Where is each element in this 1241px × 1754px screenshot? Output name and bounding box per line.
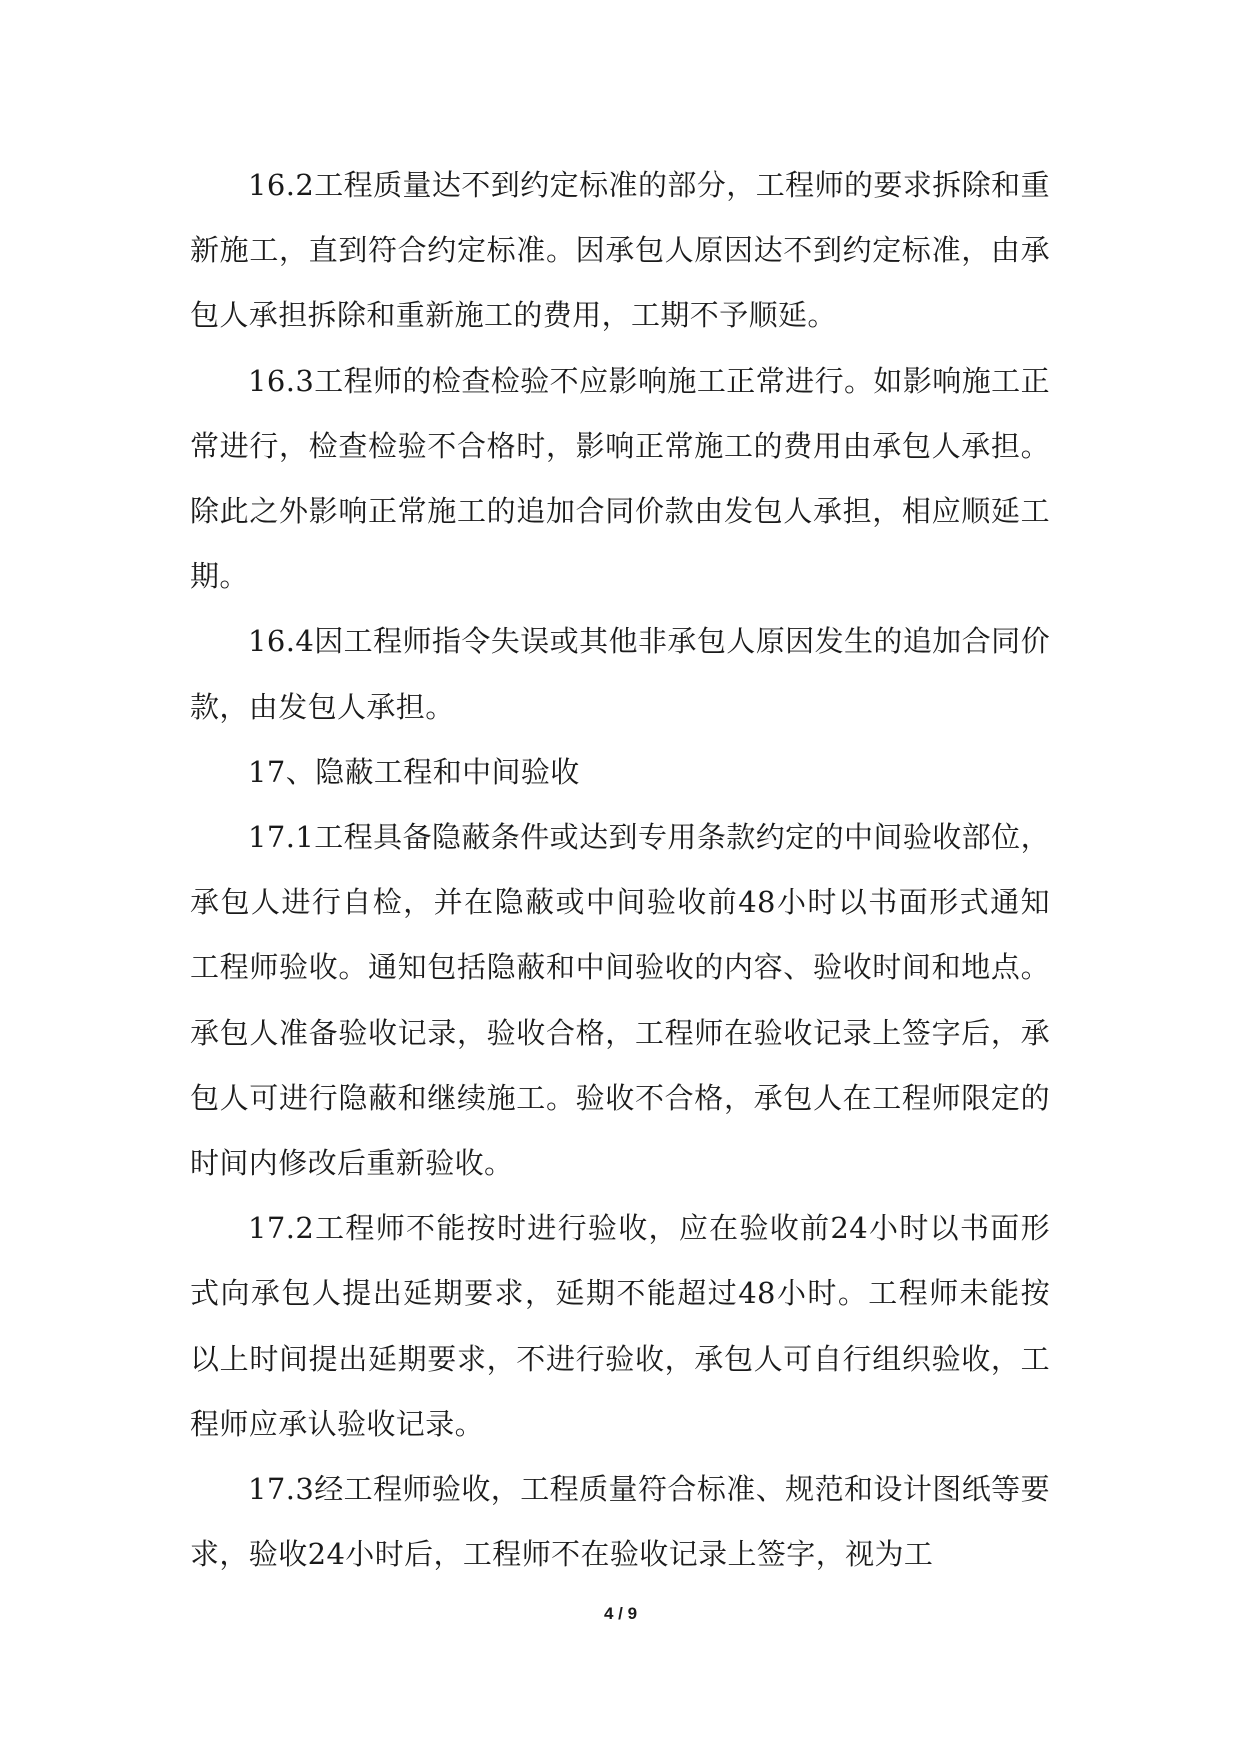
section-heading-17: 17、隐蔽工程和中间验收 [248,754,580,789]
paragraph-16-4: 16.4因工程师指令失误或其他非承包人原因发生的追加合同价款，由发包人承担。 [190,624,1050,724]
paragraph-16-3: 16.3工程师的检查检验不应影响施工正常进行。如影响施工正常进行，检查检验不合格时，影响正常施工的费用由承包人承担。除此之外影响正常施工的追加合同价款由发包人承担，相应顺延工期。 [190,363,1050,594]
paragraph-17-1: 17.1工程具备隐蔽条件或达到专用条款约定的中间验收部位，承包人进行自检，并在隐蔽或中间验收前48小时以书面形式通知工程师验收。通知包括隐蔽和中间验收的内容、验收时间和地点。承包人准备验收记录，验收合格，工程师在验收记录上签字后，承包人可进行隐蔽和继续施工。验收不合格，承包人在工程师限定的时间内修改后重新验收。 [190,820,1050,1181]
paragraph-17-3: 17.3经工程师验收，工程质量符合标准、规范和设计图纸等要求，验收24小时后，工程师不在验收记录上签字，视为工 [190,1472,1050,1572]
page-number: 4 / 9 [603,1604,638,1623]
document-body [190,153,1050,1587]
paragraph-16-2: 16.2工程质量达不到约定标准的部分，工程师的要求拆除和重新施工，直到符合约定标准。因承包人原因达不到约定标准，由承包人承担拆除和重新施工的费用，工期不予顺延。 [190,168,1050,333]
paragraph-17-2: 17.2工程师不能按时进行验收，应在验收前24小时以书面形式向承包人提出延期要求，延期不能超过48小时。工程师未能按以上时间提出延期要求，不进行验收，承包人可自行组织验收，工程师应承认验收记录。 [190,1211,1050,1441]
